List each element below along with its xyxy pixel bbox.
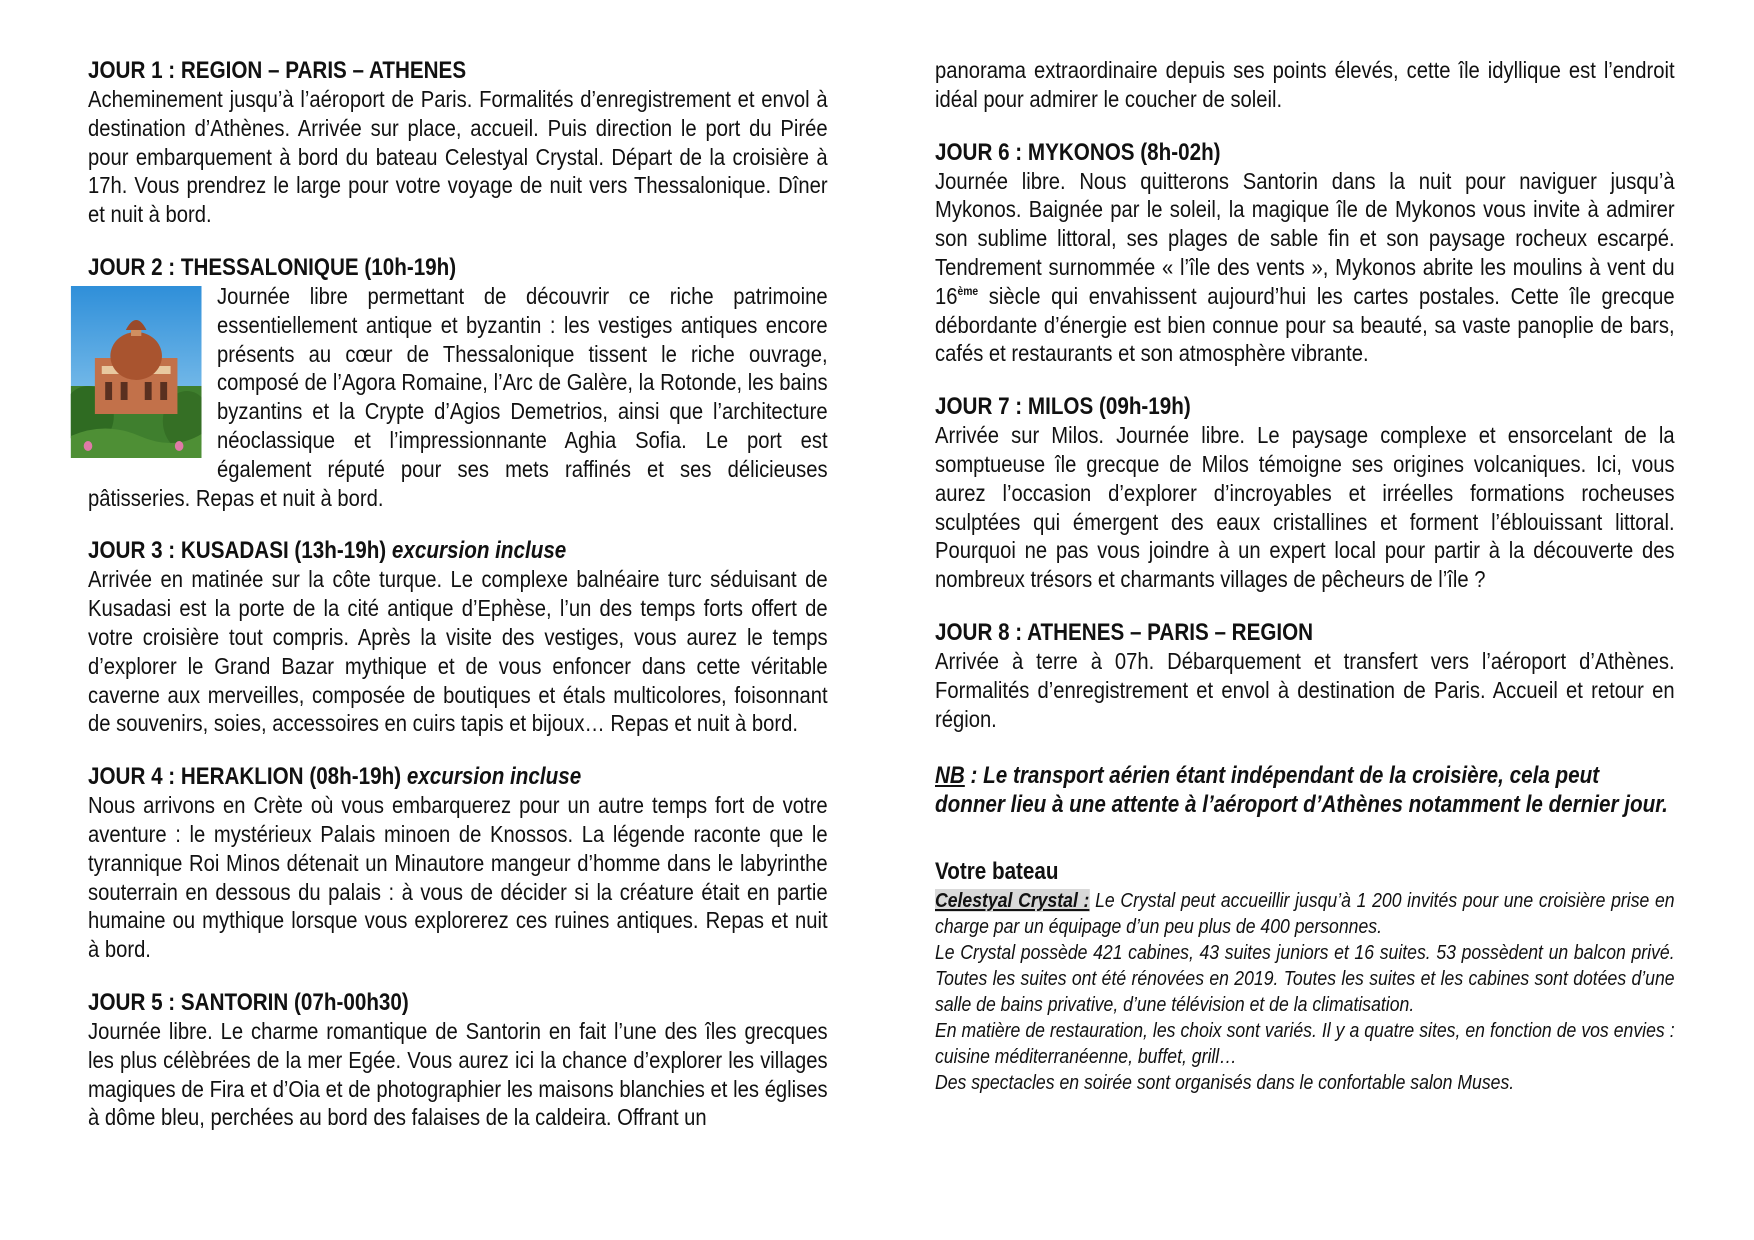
day-8: [935, 618, 1675, 733]
boat-intro: [935, 888, 1675, 940]
day-3-title-text: JOUR 3 : KUSADASI (13h-19h): [88, 537, 387, 565]
day-2-text: [88, 282, 828, 512]
day-4-text: Nous arrivons en Crète où vous embarquerez pour un autre temps fort de votre aventure : le mystérieux Palais minoen de Knossos. La légende raconte que le tyrannique Roi Minos détenait un Minautore mangeur d’homme dans le labyrinthe souterrain en dessous du palais : à vous de décider si la créature était en partie humaine ou mythique lorsque vous explorerez ces ruines antiques. Repas et nuit à bord.: [88, 792, 828, 963]
boat-intro-text: Le Crystal peut accueillir jusqu’à 1 200 invités pour une croisière prise en charge par un équipage d’un peu plus de 400 personnes.: [935, 889, 1675, 939]
day-6-superscript: ème: [957, 283, 979, 298]
day-3-title: [88, 536, 828, 565]
day-5-continued: [935, 56, 1675, 114]
day-7-text: Arrivée sur Milos. Journée libre. Le paysage complexe et ensorcelant de la somptueuse île grecque de Milos témoigne ses origines volcaniques. Ici, vous aurez l’occasion d’explorer d’incroyables et irréelles formations rocheuses sculptées qui émergent des eaux cristallines et forment l’éblouissant littoral. Pourquoi ne pas vous joindre à un expert local pour partir à la découverte des nombreux trésors et charmants villages de pêcheurs de l’île ?: [935, 422, 1675, 593]
note-label: NB: [935, 762, 965, 790]
ship-name: Celestyal Crystal :: [935, 889, 1090, 913]
day-8-text: Arrivée à terre à 07h. Débarquement et transfert vers l’aéroport d’Athènes. Formalités d’enregistrement et envol à destination de Paris. Accueil et retour en région.: [935, 647, 1675, 732]
day-3-text: Arrivée en matinée sur la côte turque. Le complexe balnéaire turc séduisant de Kusadasi est la porte de la cité antique d’Ephèse, l’un des temps forts offert de votre croisière tout compris. Après la visite des vestiges, vous aurez le temps d’explorer le Grand Bazar mythique et de vous enfoncer dans cette véritable caverne aux merveilles, composée de boutiques et étals multicolores, foisonnant de souvenirs, soies, accessoires en cuirs tapis et bijoux… Repas et nuit à bord.: [88, 566, 828, 737]
thessaloniki-church-photo: [71, 286, 202, 458]
day-6-text: [935, 167, 1675, 369]
day-2-title: JOUR 2 : THESSALONIQUE (10h-19h): [88, 253, 457, 281]
day-3-title-extra: excursion incluse: [391, 537, 567, 565]
boat-paragraph: En matière de restauration, les choix sont variés. Il y a quatre sites, en fonction de vos envies : cuisine méditerranéenne, buffet, grill…: [935, 1019, 1675, 1069]
note-text: : Le transport aérien étant indépendant de la croisière, cela peut donner lieu à une attente à l’aéroport d’Athènes notamment le dernier jour.: [935, 762, 1668, 819]
day-4-title: [88, 762, 828, 791]
day-4: [88, 762, 828, 964]
day-4-title-text: JOUR 4 : HERAKLION (08h-19h): [88, 763, 402, 791]
day-4-title-extra: excursion incluse: [406, 763, 582, 791]
day-6-title: JOUR 6 : MYKONOS (8h-02h): [935, 138, 1221, 166]
day-1-title: JOUR 1 : REGION – PARIS – ATHENES: [88, 57, 467, 84]
day-8-title: JOUR 8 : ATHENES – PARIS – REGION: [935, 618, 1314, 646]
day-6: [935, 138, 1675, 369]
left-column: [88, 56, 828, 1156]
day-6-text-b: siècle qui envahissent aujourd’hui les cartes postales. Cette île grecque débordante d’énergie est bien connue pour sa beauté, sa vaste panoplie de bars, cafés et restaurants et son atmosphère vibrante.: [935, 282, 1675, 367]
day-5-text-continued: panorama extraordinaire depuis ses points élevés, cette île idyllique est l’endroit idéal pour admirer le coucher de soleil.: [935, 57, 1675, 112]
day-7: [935, 392, 1675, 594]
day-2: [88, 253, 828, 512]
boat-paragraph: Le Crystal possède 421 cabines, 43 suites juniors et 16 suites. 53 possèdent un balcon privé. Toutes les suites ont été rénovées en 2019. Toutes les suites et les cabines sont dotées d’une salle de bains privative, d’une télévision et de la climatisation.: [935, 941, 1675, 1017]
day-6-text-a: Journée libre. Nous quitterons Santorin dans la nuit pour naviguer jusqu’à Mykonos. Baignée par le soleil, la magique île de Mykonos vous invite à admirer son sublime littoral, ses plages de sable fin et son paysage rocheux escarpé. Tendrement surnommée « l’île des vents », Mykonos abrite les moulins à vent du 16: [935, 167, 1675, 309]
boat-paragraph: Des spectacles en soirée sont organisés dans le confortable salon Muses.: [935, 1071, 1515, 1095]
day-1: [88, 56, 828, 229]
day-5-title: JOUR 5 : SANTORIN (07h-00h30): [88, 988, 409, 1016]
boat-title: Votre bateau: [935, 858, 1059, 886]
right-column: [935, 56, 1675, 1096]
day-5: [88, 988, 828, 1132]
boat-section: [935, 857, 1675, 1096]
note: [935, 761, 1675, 819]
day-3: [88, 536, 828, 738]
day-5-text: Journée libre. Le charme romantique de Santorin en fait l’une des îles grecques les plus célèbrées de la mer Egée. Vous aurez ici la chance d’explorer les villages magiques de Fira et d’Oia et de photographier les maisons blanchies et les églises à dôme bleu, perchées au bord des falaises de la caldeira. Offrant un: [88, 1017, 828, 1131]
day-1-text: Acheminement jusqu’à l’aéroport de Paris. Formalités d’enregistrement et envol à destination d’Athènes. Arrivée sur place, accueil. Puis direction le port du Pirée pour embarquement à bord du bateau Celestyal Crystal. Départ de la croisière à 17h. Vous prendrez le large pour votre voyage de nuit vers Thessalonique. Dîner et nuit à bord.: [88, 86, 828, 228]
day-7-title: JOUR 7 : MILOS (09h-19h): [935, 393, 1191, 421]
day-2-body: Journée libre permettant de découvrir ce riche patrimoine essentiellement antique et byzantin : les vestiges antiques encore présents au cœur de Thessalonique tissent le riche ouvrage, composé de l’Agora Romaine, l’Arc de Galère, la Rotonde, les bains byzantins et la Crypte d’Agios Demetrios, ainsi que l’architecture néoclassique et l’impressionnante Aghia Sofia. Le port est également réputé pour ses mets raffinés et ses délicieuses pâtisseries. Repas et nuit à bord.: [88, 282, 828, 511]
